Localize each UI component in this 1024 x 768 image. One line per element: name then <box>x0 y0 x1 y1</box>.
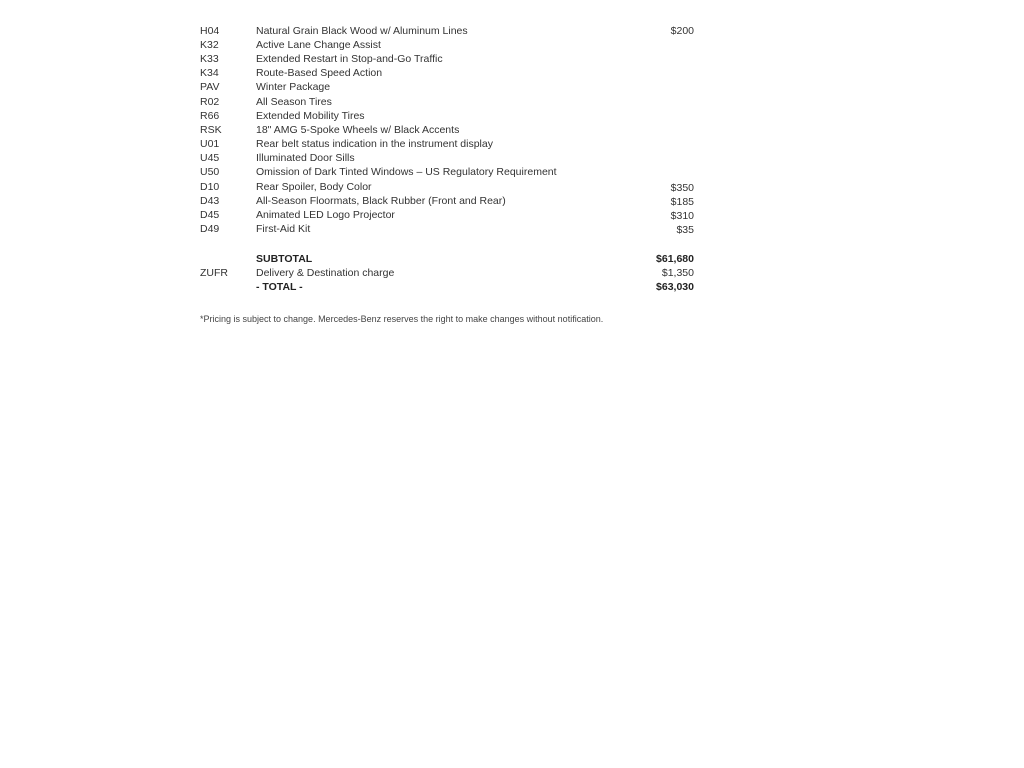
option-description: All-Season Floormats, Black Rubber (Front and Rear) <box>256 195 506 207</box>
option-price: $350 <box>670 182 694 194</box>
option-code: R02 <box>200 96 220 108</box>
option-price: $200 <box>670 25 694 37</box>
option-row-pav <box>200 80 694 94</box>
option-row-k32 <box>200 38 694 52</box>
option-description: Natural Grain Black Wood w/ Aluminum Lines <box>256 25 468 37</box>
option-row-d49 <box>200 222 694 236</box>
option-description: Extended Mobility Tires <box>256 110 365 122</box>
option-description: Route-Based Speed Action <box>256 67 383 79</box>
option-code: D49 <box>200 223 220 235</box>
option-code: U50 <box>200 166 220 178</box>
option-description: All Season Tires <box>256 96 332 108</box>
total-price: $63,030 <box>656 281 694 293</box>
total-label: - TOTAL - <box>256 281 303 293</box>
option-description: Illuminated Door Sills <box>256 152 355 164</box>
option-code: PAV <box>200 81 220 93</box>
option-code: H04 <box>200 25 220 37</box>
option-code: D10 <box>200 181 220 193</box>
option-row-u01 <box>200 137 694 151</box>
option-code: U01 <box>200 138 220 150</box>
option-description: Winter Package <box>256 81 331 93</box>
delivery-price: $1,350 <box>661 267 694 279</box>
option-row-d43 <box>200 194 694 208</box>
option-row-r02 <box>200 95 694 109</box>
option-price: $310 <box>670 210 694 222</box>
subtotal-price: $61,680 <box>656 253 694 265</box>
option-code: K34 <box>200 67 219 79</box>
option-description: Active Lane Change Assist <box>256 39 381 51</box>
option-description: Extended Restart in Stop-and-Go Traffic <box>256 53 443 65</box>
option-description: Omission of Dark Tinted Windows – US Regulatory Requirement <box>256 166 557 178</box>
subtotal-row <box>200 252 694 266</box>
subtotal-label: SUBTOTAL <box>256 253 313 265</box>
option-description: First-Aid Kit <box>256 223 311 235</box>
option-code: D45 <box>200 209 220 221</box>
option-code: R66 <box>200 110 220 122</box>
option-row-d10 <box>200 180 694 194</box>
option-description: Rear Spoiler, Body Color <box>256 181 372 193</box>
option-description: Rear belt status indication in the instrument display <box>256 138 493 150</box>
option-row-k33 <box>200 52 694 66</box>
option-code: D43 <box>200 195 220 207</box>
option-code: RSK <box>200 124 222 136</box>
delivery-description: Delivery & Destination charge <box>256 267 395 279</box>
option-description: 18" AMG 5-Spoke Wheels w/ Black Accents <box>256 124 460 136</box>
option-code: K33 <box>200 53 219 65</box>
option-row-u50 <box>200 165 694 179</box>
pricing-footnote: *Pricing is subject to change. Mercedes-Benz reserves the right to make changes without notification. <box>200 314 604 324</box>
option-code: U45 <box>200 152 220 164</box>
delivery-code: ZUFR <box>200 267 228 279</box>
option-row-u45 <box>200 151 694 165</box>
option-row-d45 <box>200 208 694 222</box>
option-row-r66 <box>200 109 694 123</box>
option-price: $185 <box>670 196 694 208</box>
option-row-rsk <box>200 123 694 137</box>
option-description: Animated LED Logo Projector <box>256 209 395 221</box>
option-row-k34 <box>200 66 694 80</box>
option-code: K32 <box>200 39 219 51</box>
option-price: $35 <box>676 224 694 236</box>
total-row <box>200 280 694 294</box>
delivery-row <box>200 266 694 280</box>
option-row-h04 <box>200 24 694 38</box>
